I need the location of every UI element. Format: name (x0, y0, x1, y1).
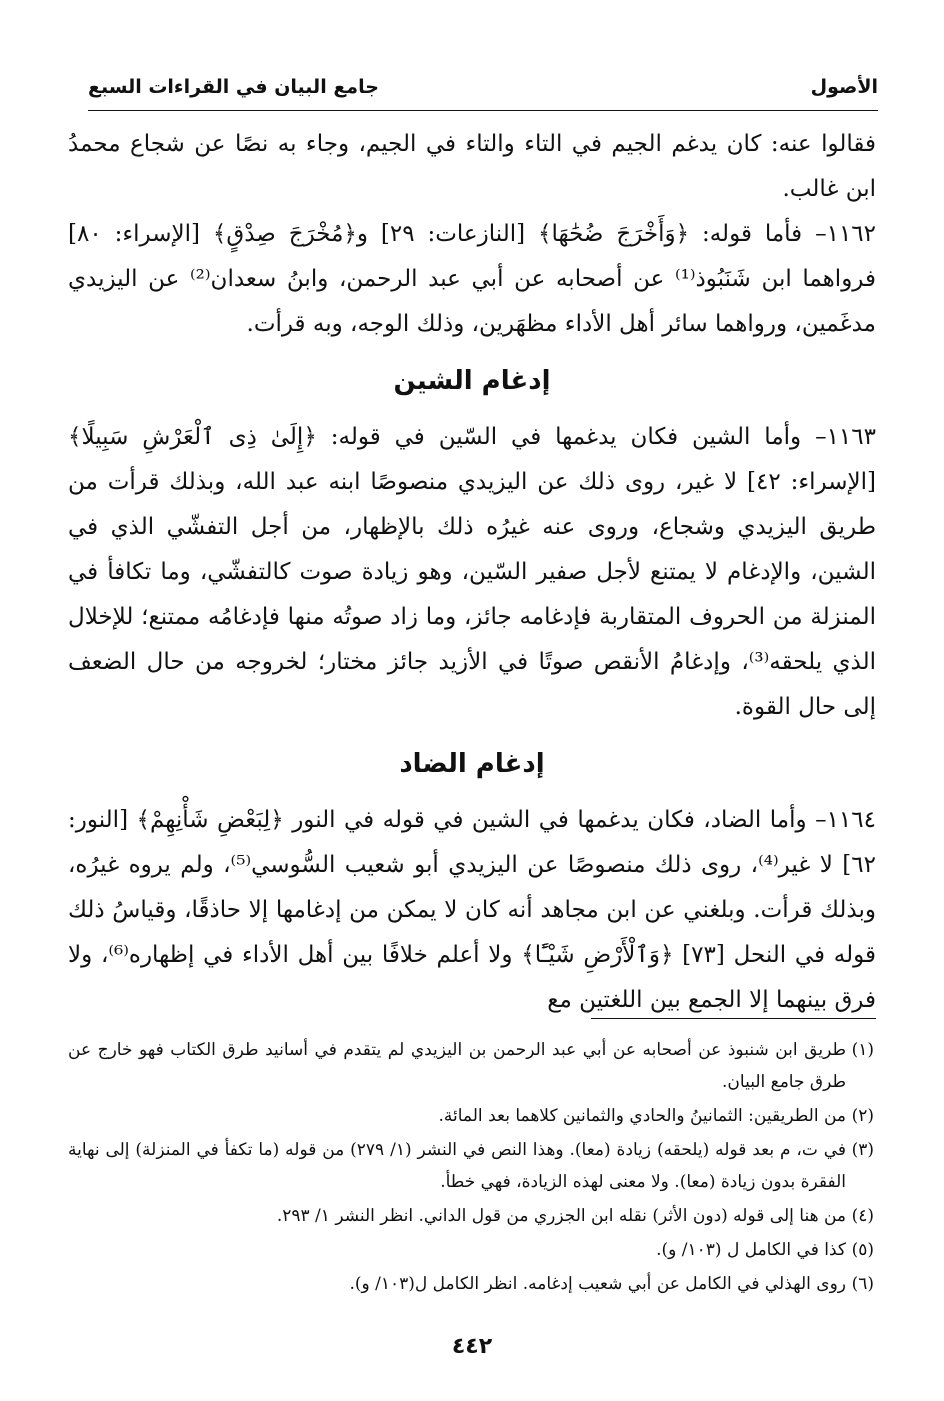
section-heading: إدغام الشين (393, 366, 551, 396)
chapter-title: الأصول (810, 76, 878, 98)
footnote-number: (١) (851, 1040, 874, 1060)
running-header (88, 70, 878, 111)
main-text (68, 122, 876, 1023)
page-number: ٤٤٢ (451, 1334, 493, 1359)
footnote-number: (٤) (851, 1206, 874, 1226)
paragraph: ١١٦٣– وأما الشين فكان يدغمها في السّين في قوله: ﴿إِلَىٰ ذِى ٱلْعَرْشِ سَبِيلًا﴾ [الإسراء: ٤٢] لا غير، روى ذلك عن اليزيدي منصوصًا ابنه عبد الله، وبذلك قرأت من طريق اليزيدي وشجاع، وروى عنه غيرُه ذلك بالإظهار، من أجل التفشّي الذي في الشين، والإدغام لا يمتنع لأجل صفير السّين، وهو زيادة صوت كالتفشّي، وما تكافأ في المنزلة من الحروف المتقاربة فإدغامه جائز، وما زاد صوتُه منها فإدغامُه ممتنع؛ للإخلال الذي يلحقه⁽³⁾، وإدغامُ الأنقص صوتًا في الأزيد جائز مختار؛ لخروجه من حال الضعف إلى حال القوة. (68, 424, 877, 720)
paragraph: فقالوا عنه: كان يدغم الجيم في التاء والتاء في الجيم، وجاء به نصًا عن شجاع محمدُ ابن غالب. (68, 131, 876, 202)
footnote (68, 1100, 874, 1132)
book-title: جامع البيان في القراءات السبع (88, 76, 379, 98)
footnotes (68, 1034, 874, 1302)
footnote (68, 1034, 874, 1098)
footnote-separator (591, 1018, 876, 1019)
footnote (68, 1234, 874, 1266)
footnote-number: (٣) (851, 1140, 874, 1160)
section-heading: إدغام الضاد (399, 749, 545, 779)
footnote-text: كذا في الكامل ل (١٠٣/ و). (656, 1240, 846, 1260)
footnote-text: في ت، م بعد قوله (يلحقه) زيادة (معا). وهذا النص في النشر (١/ ٢٧٩) من قوله (ما تكفأ في المنزلة) إلى نهاية الفقرة بدون زيادة (معا). ولا معنى لهذه الزيادة، فهي خطأ. (68, 1140, 847, 1192)
footnote (68, 1134, 874, 1198)
footnote-text: روى الهذلي في الكامل عن أبي شعيب إدغامه. انظر الكامل ل(١٠٣/ و). (349, 1274, 846, 1294)
footnote-text: طريق ابن شنبوذ عن أصحابه عن أبي عبد الرحمن بن اليزيدي لم يتقدم في أسانيد طرق الكتاب فهو خارج عن طرق جامع البيان. (68, 1040, 846, 1092)
footnote (68, 1268, 874, 1300)
paragraph: ١١٦٤– وأما الضاد، فكان يدغمها في الشين في قوله في النور ﴿لِبَعْضِ شَأْنِهِمْ﴾ [النور: ٦٢] لا غير⁽⁴⁾، روى ذلك منصوصًا عن اليزيدي أبو شعيب السُّوسي⁽⁵⁾، ولم يروه غيرُه، وبذلك قرأت. وبلغني عن ابن مجاهد أنه كان لا يمكن من إدغامها إلا حاذقًا، وقياسُ ذلك قوله في النحل [٧٣] ﴿وَٱلْأَرْضِ شَيْـًٔا﴾ ولا أعلم خلافًا بين أهل الأداء في إظهاره⁽⁶⁾، ولا فرق بينهما إلا الجمع بين اللغتين مع (68, 807, 876, 1013)
footnote (68, 1200, 874, 1232)
paragraph: ١١٦٢– فأما قوله: ﴿وَأَخْرَجَ ضُحَٰهَا﴾ [النازعات: ٢٩] و﴿مُخْرَجَ صِدْقٍ﴾ [الإسراء: ٨٠] فرواهما ابن شَنَبُوذ⁽¹⁾ عن أصحابه عن أبي عبد الرحمن، وابنُ سعدان⁽²⁾ عن اليزيدي مدغَمين، ورواهما سائر أهل الأداء مظهَرين، وذلك الوجه، وبه قرأت. (68, 221, 877, 337)
footnote-text: من هنا إلى قوله (دون الأثر) نقله ابن الجزري من قول الداني. انظر النشر ١/ ٢٩٣. (276, 1206, 846, 1226)
footnote-number: (٥) (851, 1240, 874, 1260)
footnote-number: (٦) (851, 1274, 874, 1294)
footnote-text: من الطريقين: الثمانينُ والحادي والثمانين كلاهما بعد المائة. (438, 1106, 846, 1126)
footnote-number: (٢) (851, 1106, 874, 1126)
